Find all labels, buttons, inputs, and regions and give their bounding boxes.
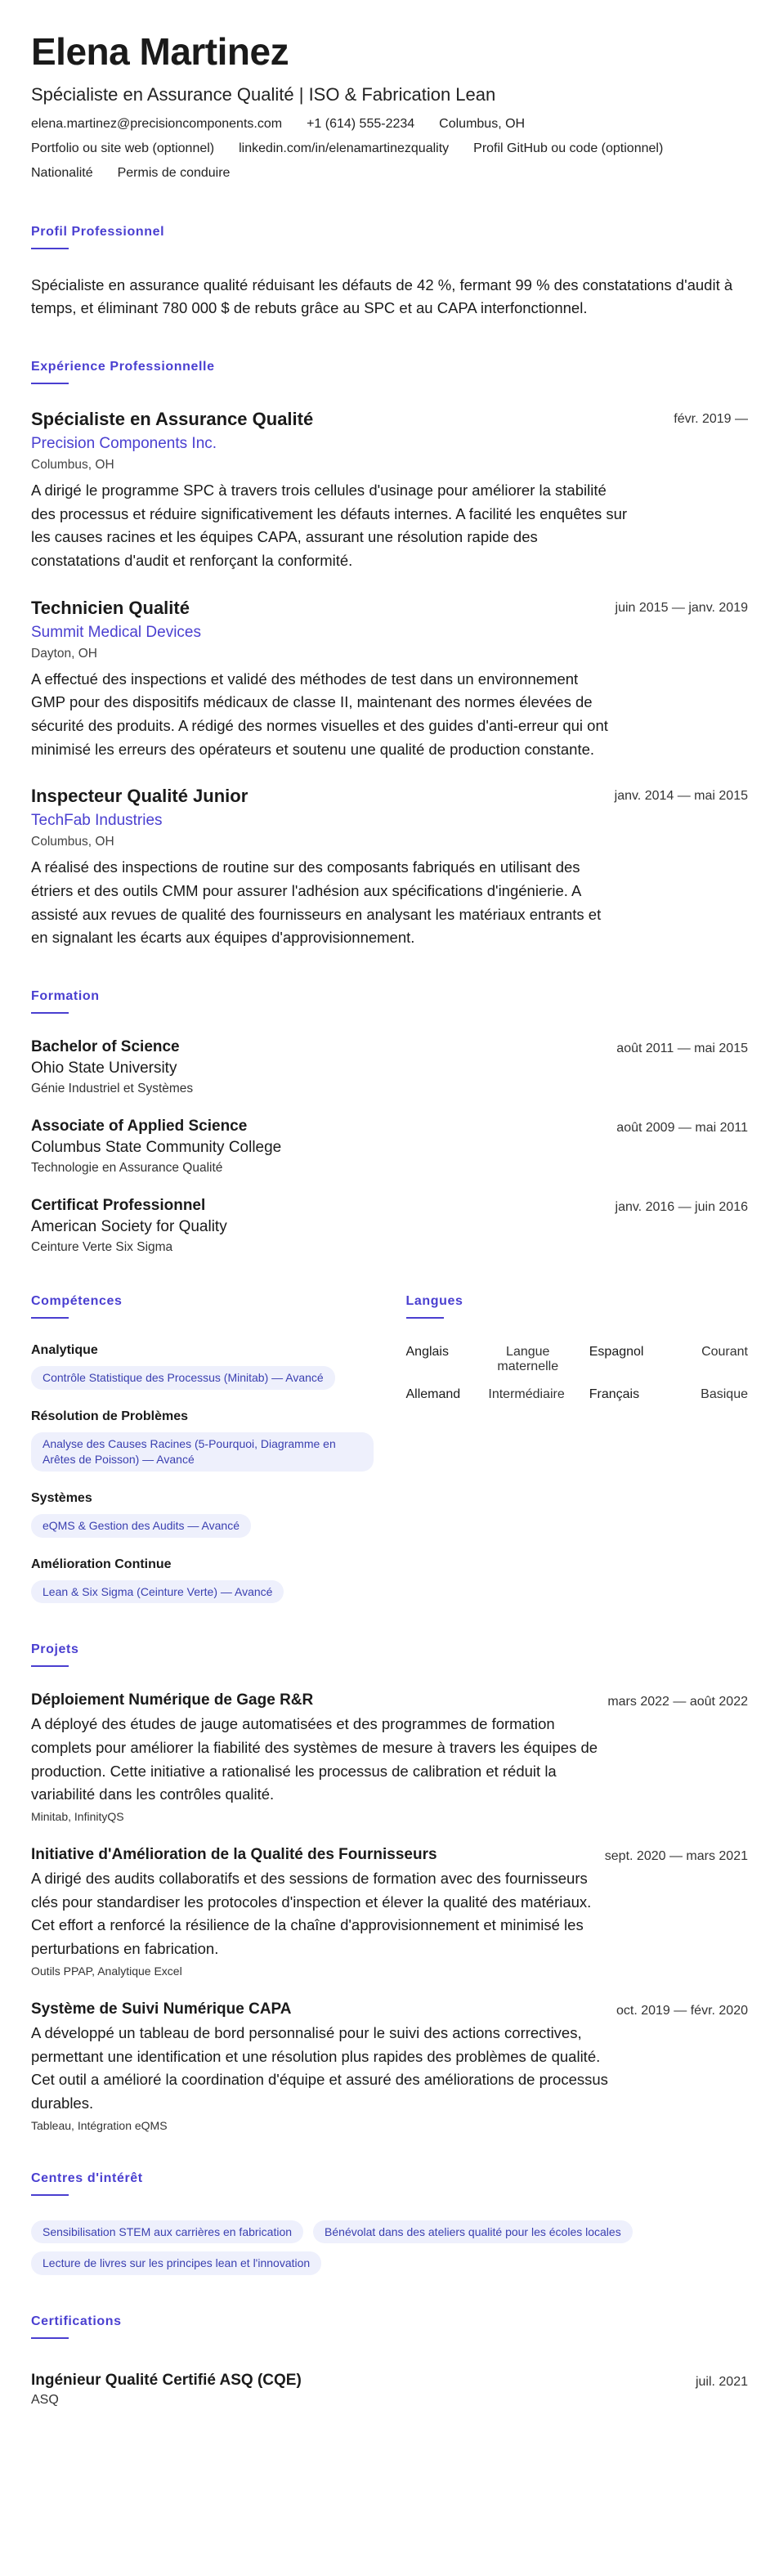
project-title: Initiative d'Amélioration de la Qualité des Fournisseurs <box>31 1846 437 1864</box>
job-location: Dayton, OH <box>31 646 97 661</box>
section-title: Langues <box>405 1294 463 1308</box>
certifications-section <box>31 2314 748 2408</box>
project-date: mars 2022 — août 2022 <box>607 1695 748 1709</box>
section-divider <box>31 2337 69 2339</box>
degree-field: Ceinture Verte Six Sigma <box>31 1240 173 1254</box>
language-level: Langue maternelle <box>497 1345 559 1373</box>
education-date: août 2009 — mai 2011 <box>616 1121 748 1135</box>
language-name: Français <box>589 1387 640 1401</box>
linkedin-link[interactable]: linkedin.com/in/elenamartinezquality <box>239 141 450 155</box>
degree-title: Certificat Professionnel <box>31 1197 206 1214</box>
job-date: févr. 2019 — <box>674 411 748 426</box>
degree-title: Bachelor of Science <box>31 1038 180 1055</box>
section-title: Projets <box>31 1642 79 1657</box>
interest-tag: Sensibilisation STEM aux carrières en fabrication <box>31 2220 303 2244</box>
languages-section <box>406 1294 749 1603</box>
education-entry <box>31 1118 748 1176</box>
section-title: Compétences <box>31 1294 123 1308</box>
website-link[interactable]: Portfolio ou site web (optionnel) <box>31 141 215 155</box>
company-name[interactable]: TechFab Industries <box>31 812 163 830</box>
degree-field: Technologie en Assurance Qualité <box>31 1161 223 1175</box>
education-date: août 2011 — mai 2015 <box>616 1042 748 1055</box>
contact-row-3 <box>31 166 748 181</box>
skill-tag: Contrôle Statistique des Processus (Minitab) — Avancé <box>31 1366 335 1390</box>
project-title: Système de Suivi Numérique CAPA <box>31 2000 292 2018</box>
contact-row-1 <box>31 117 748 132</box>
company-name[interactable]: Summit Medical Devices <box>31 623 201 641</box>
project-entry <box>31 1846 748 1978</box>
certification-title: Ingénieur Qualité Certifié ASQ (CQE) <box>31 2372 302 2390</box>
certification-date: juil. 2021 <box>695 2375 748 2390</box>
job-title: Spécialiste en Assurance Qualité <box>31 408 314 429</box>
degree-field: Génie Industriel et Systèmes <box>31 1082 194 1095</box>
project-description: A développé un tableau de bord personnalisé pour le suivi des actions correctives, permettant une identification et une résolution plus rapides des problèmes de qualité. Cet outil a amélioré la coordination d'équipe et assuré des améliorations de processus durables. <box>31 2023 608 2112</box>
job-location: Columbus, OH <box>31 457 114 472</box>
languages-grid <box>406 1345 749 1402</box>
experience-entry <box>31 786 748 950</box>
project-entry <box>31 2000 748 2132</box>
job-description: A dirigé le programme SPC à travers trois cellules d'usinage pour améliorer la stabilité des processus et réduire significativement les défauts internes. A facilité les enquêtes sur les causes racines et les équipes CAPA, assurant une résolution rapide des constatations d'audit et renforçant la conformité. <box>31 481 628 569</box>
profile-summary: Spécialiste en assurance qualité réduisant les défauts de 42 %, fermant 99 % des constatations d'audit à temps, et éliminant 780 000 $ de rebuts grâce au SPC et au CAPA interfonctionnel. <box>31 276 733 317</box>
contact-row-2 <box>31 141 748 156</box>
section-divider <box>31 248 69 249</box>
experience-entry <box>31 409 748 573</box>
nationality-text: Nationalité <box>31 165 93 180</box>
resume-header <box>31 31 748 181</box>
candidate-headline: Spécialiste en Assurance Qualité | ISO & Fabrication Lean <box>31 83 496 105</box>
project-tools: Tableau, Intégration eQMS <box>31 2118 168 2132</box>
section-divider <box>31 383 69 384</box>
skill-category: Analytique <box>31 1343 98 1357</box>
company-name[interactable]: Precision Components Inc. <box>31 434 217 452</box>
language-name: Espagnol <box>589 1345 644 1359</box>
interests-section <box>31 2171 748 2276</box>
interest-tag: Lecture de livres sur les principes lean et l'innovation <box>31 2251 321 2275</box>
job-description: A réalisé des inspections de routine sur des composants fabriqués en utilisant des étriers et des outils CMM pour assurer l'adhésion aux spécifications d'ingénierie. A assisté aux revues de qualité des fournisseurs en analysant les matériaux entrants et en signalant les écarts aux équipes d'approvisionnement. <box>31 858 602 947</box>
language-item <box>406 1387 565 1402</box>
github-link[interactable]: Profil GitHub ou code (optionnel) <box>473 141 664 155</box>
skill-tag: Lean & Six Sigma (Ceinture Verte) — Avancé <box>31 1580 284 1604</box>
education-section <box>31 989 748 1255</box>
section-title: Profil Professionnel <box>31 224 165 239</box>
experience-entry <box>31 598 748 762</box>
project-date: oct. 2019 — févr. 2020 <box>616 2003 748 2018</box>
job-date: janv. 2014 — mai 2015 <box>614 789 748 804</box>
skill-tag: eQMS & Gestion des Audits — Avancé <box>31 1514 251 1538</box>
school-name: Ohio State University <box>31 1060 177 1077</box>
certification-entry <box>31 2372 748 2408</box>
project-tools: Minitab, InfinityQS <box>31 1810 124 1824</box>
skill-category: Systèmes <box>31 1490 92 1505</box>
degree-title: Associate of Applied Science <box>31 1118 248 1135</box>
project-date: sept. 2020 — mars 2021 <box>604 1849 748 1864</box>
job-location: Columbus, OH <box>31 835 114 849</box>
project-description: A dirigé des audits collaboratifs et des sessions de formation avec des fournisseurs clés pour standardiser les protocoles d'inspection et élever la qualité des matériaux. Cet effort a renforcé la résilience de la chaîne d'approvisionnement et minimisé les perturbations en fabrication. <box>31 1870 592 1958</box>
language-item <box>589 1387 748 1402</box>
education-entry <box>31 1197 748 1255</box>
skill-category: Amélioration Continue <box>31 1557 172 1571</box>
language-level: Courant <box>701 1345 748 1359</box>
language-level: Intermédiaire <box>488 1387 565 1401</box>
job-title: Inspecteur Qualité Junior <box>31 786 248 807</box>
projects-section <box>31 1642 748 2131</box>
project-entry <box>31 1691 748 1823</box>
skill-category: Résolution de Problèmes <box>31 1409 189 1423</box>
section-divider <box>31 2194 69 2196</box>
language-name: Allemand <box>405 1387 461 1401</box>
section-divider <box>31 1012 69 1014</box>
language-level: Basique <box>701 1387 748 1401</box>
license-text: Permis de conduire <box>117 165 231 180</box>
language-item <box>406 1345 565 1374</box>
section-divider <box>31 1317 69 1319</box>
language-name: Anglais <box>405 1345 449 1359</box>
skills-section <box>31 1294 374 1603</box>
phone-number[interactable]: +1 (614) 555-2234 <box>307 116 415 131</box>
section-divider <box>406 1317 444 1319</box>
skill-tag: Analyse des Causes Racines (5-Pourquoi, Diagramme en Arêtes de Poisson) — Avancé <box>31 1432 374 1472</box>
section-title: Certifications <box>31 2314 122 2329</box>
candidate-name: Elena Martinez <box>31 30 289 73</box>
location-text: Columbus, OH <box>439 116 526 131</box>
section-title: Formation <box>31 989 100 1003</box>
job-description: A effectué des inspections et validé des méthodes de test dans un environnement GMP pour des dispositifs médicaux de classe II, maintenant des normes élevées de sécurité des produits. A rédigé des normes visuelles et des guides d'anti-erreur qui ont minimisé les erreurs des opérateurs et soutenu une qualité de production constante. <box>31 670 608 758</box>
certification-issuer: ASQ <box>31 2393 59 2408</box>
section-divider <box>31 1665 69 1667</box>
project-title: Déploiement Numérique de Gage R&R <box>31 1691 314 1709</box>
skills-languages-row <box>31 1294 748 1603</box>
language-item <box>589 1345 748 1374</box>
education-entry <box>31 1038 748 1096</box>
job-title: Technicien Qualité <box>31 597 190 618</box>
project-tools: Outils PPAP, Analytique Excel <box>31 1964 182 1978</box>
education-date: janv. 2016 — juin 2016 <box>615 1200 748 1214</box>
interest-tag: Bénévolat dans des ateliers qualité pour les écoles locales <box>313 2220 633 2244</box>
interests-list <box>31 2220 734 2276</box>
email-link[interactable]: elena.martinez@precisioncomponents.com <box>31 116 283 131</box>
school-name: Columbus State Community College <box>31 1139 282 1156</box>
job-date: juin 2015 — janv. 2019 <box>615 600 748 615</box>
section-title: Centres d'intérêt <box>31 2171 143 2185</box>
experience-section <box>31 360 748 950</box>
profile-section <box>31 225 748 320</box>
school-name: American Society for Quality <box>31 1218 227 1235</box>
section-title: Expérience Professionnelle <box>31 359 215 374</box>
project-description: A déployé des études de jauge automatisées et des programmes de formation complets pour améliorer la fiabilité des systèmes de mesure à travers les équipes de production. Cette initiative a rationalisé les processus de calibration et réduit la variabilité dans les contrôles qualité. <box>31 1715 598 1803</box>
